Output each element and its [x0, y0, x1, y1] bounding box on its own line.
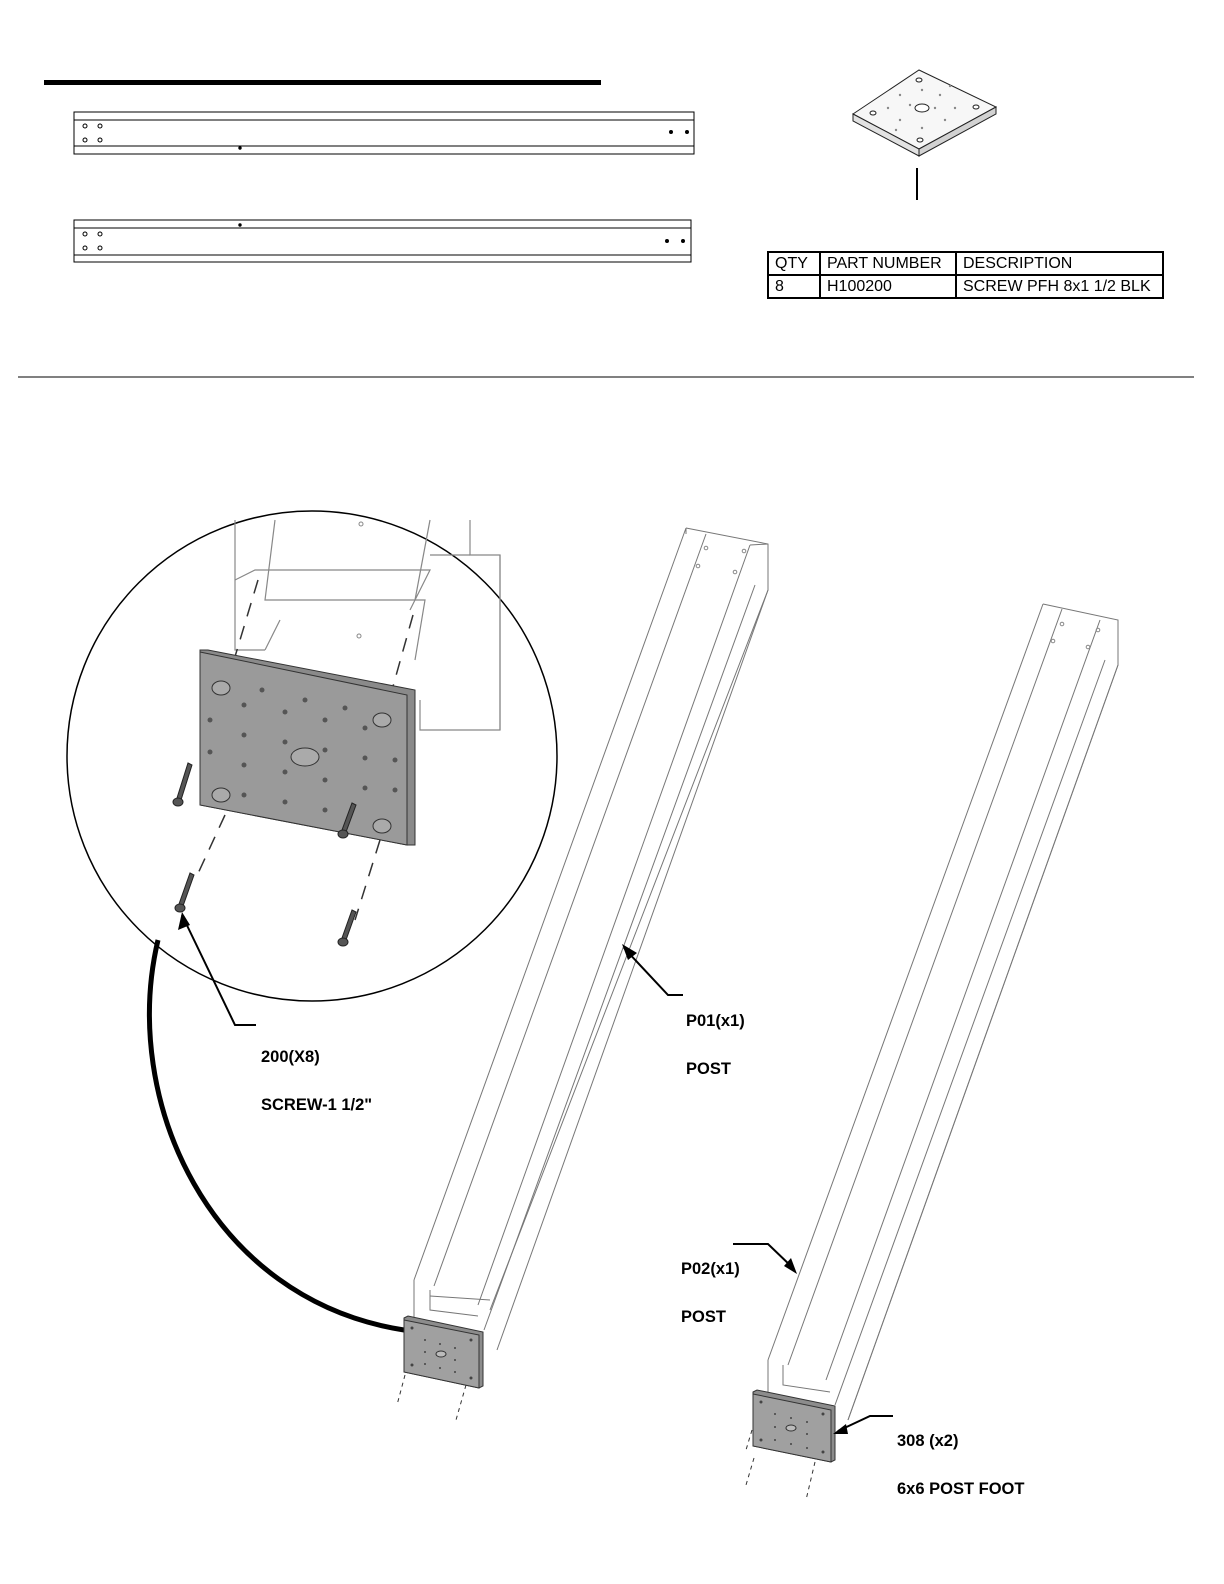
screw-callout-line2: SCREW-1 1/2" [261, 1096, 373, 1114]
p02-callout-line1: P02(x1) [681, 1260, 740, 1278]
p02-callout-leader [733, 1244, 793, 1268]
header-description: DESCRIPTION [956, 252, 1163, 275]
table-row [768, 275, 1163, 298]
p01-callout [686, 981, 745, 1093]
p01-callout-line1: P01(x1) [686, 1012, 745, 1030]
post-foot-callout-line2: 6x6 POST FOOT [897, 1480, 1025, 1498]
post-foot-plate-icon [746, 1390, 835, 1500]
post-foot-callout-line1: 308 (x2) [897, 1432, 959, 1450]
post-icon [768, 604, 1118, 1420]
header-qty: QTY [768, 252, 820, 275]
post-foot-plate-icon [853, 70, 996, 156]
title-underline [44, 80, 601, 85]
screw-callout [261, 1017, 372, 1129]
beam-icon [74, 220, 691, 262]
cell-description: SCREW PFH 8x1 1/2 BLK [956, 275, 1163, 298]
hardware-table [767, 251, 1164, 299]
post-foot-plate-icon [397, 1316, 483, 1420]
header-part-number: PART NUMBER [820, 252, 956, 275]
post-foot-callout [897, 1401, 1024, 1513]
beam-icon [74, 112, 694, 154]
p02-callout [681, 1229, 740, 1341]
p01-callout-line2: POST [686, 1060, 731, 1078]
table-header-row [768, 252, 1163, 275]
screw-callout-line1: 200(X8) [261, 1048, 320, 1066]
detail-magnifier-icon [67, 511, 557, 1001]
cell-part-number: H100200 [820, 275, 956, 298]
cell-qty: 8 [768, 275, 820, 298]
p02-callout-line2: POST [681, 1308, 726, 1326]
